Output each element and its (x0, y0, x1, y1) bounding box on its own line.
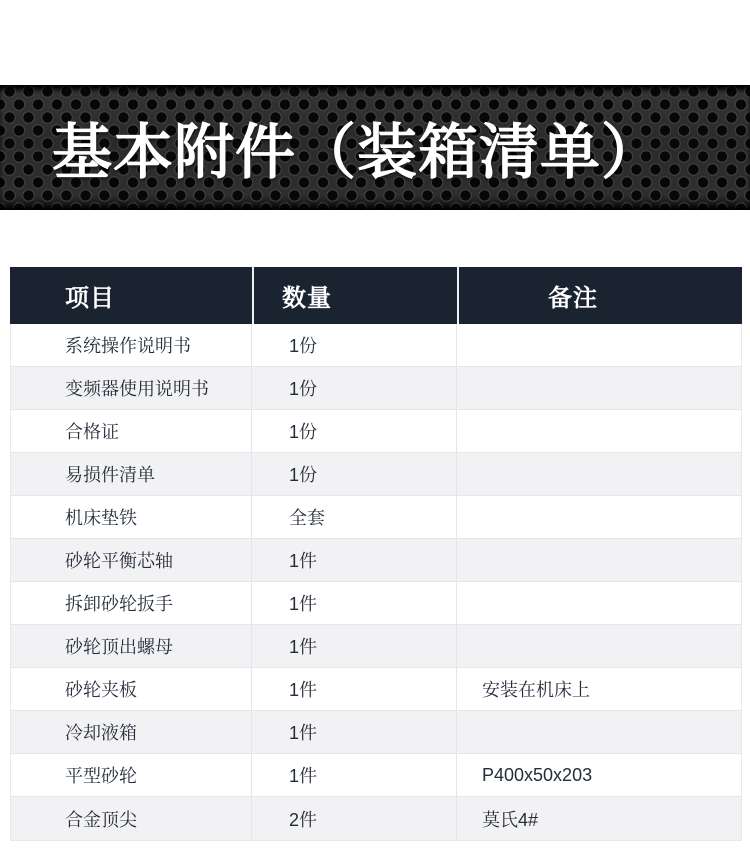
quantity-cell: 1件 (252, 539, 457, 581)
remark-cell (457, 496, 741, 538)
remark-cell (457, 410, 741, 452)
table-row (11, 367, 741, 410)
quantity-cell: 1件 (252, 668, 457, 710)
item-cell: 机床垫铁 (11, 496, 252, 538)
item-cell: 平型砂轮 (11, 754, 252, 796)
quantity-cell: 2件 (252, 797, 457, 840)
item-cell: 合格证 (11, 410, 252, 452)
quantity-cell: 全套 (252, 496, 457, 538)
remark-cell: P400x50x203 (482, 764, 593, 785)
table-header (10, 267, 742, 324)
item-cell: 拆卸砂轮扳手 (11, 582, 252, 624)
table-row (11, 539, 741, 582)
table-body (10, 324, 742, 841)
remark-cell: 安装在机床上 (482, 680, 590, 700)
item-cell: 砂轮平衡芯轴 (11, 539, 252, 581)
table-row (11, 711, 741, 754)
item-cell: 砂轮夹板 (11, 668, 252, 710)
quantity-cell: 1件 (252, 625, 457, 667)
quantity-cell: 1件 (252, 711, 457, 753)
table-row (11, 453, 741, 496)
table-row (11, 410, 741, 453)
remark-cell (457, 539, 741, 581)
remark-cell: 莫氏4# (482, 809, 539, 830)
quantity-cell: 1份 (252, 453, 457, 495)
table-row (11, 582, 741, 625)
item-cell: 变频器使用说明书 (11, 367, 252, 409)
banner-title: 基本附件（装箱清单） (52, 118, 662, 186)
table-row (11, 496, 741, 539)
item-cell: 合金顶尖 (11, 797, 252, 840)
table-row (11, 324, 741, 367)
remark-cell (457, 625, 741, 667)
remark-cell (457, 367, 741, 409)
quantity-cell: 1份 (252, 367, 457, 409)
table-row (11, 797, 741, 840)
remark-cell (457, 324, 741, 366)
quantity-cell: 1份 (252, 324, 457, 366)
packing-list-table (10, 267, 742, 841)
item-cell: 砂轮顶出螺母 (11, 625, 252, 667)
remark-cell (457, 453, 741, 495)
remark-cell (457, 711, 741, 753)
table-row (11, 625, 741, 668)
item-cell: 系统操作说明书 (11, 324, 252, 366)
quantity-cell: 1件 (252, 754, 457, 796)
column-header-remark: 备注 (457, 267, 742, 324)
column-header-item: 项目 (65, 285, 115, 312)
quantity-cell: 1件 (252, 582, 457, 624)
table-row (11, 754, 741, 797)
column-header-quantity: 数量 (252, 267, 457, 324)
quantity-cell: 1份 (252, 410, 457, 452)
item-cell: 冷却液箱 (11, 711, 252, 753)
banner (0, 85, 750, 210)
table-row (11, 668, 741, 711)
remark-cell (457, 582, 741, 624)
item-cell: 易损件清单 (11, 453, 252, 495)
